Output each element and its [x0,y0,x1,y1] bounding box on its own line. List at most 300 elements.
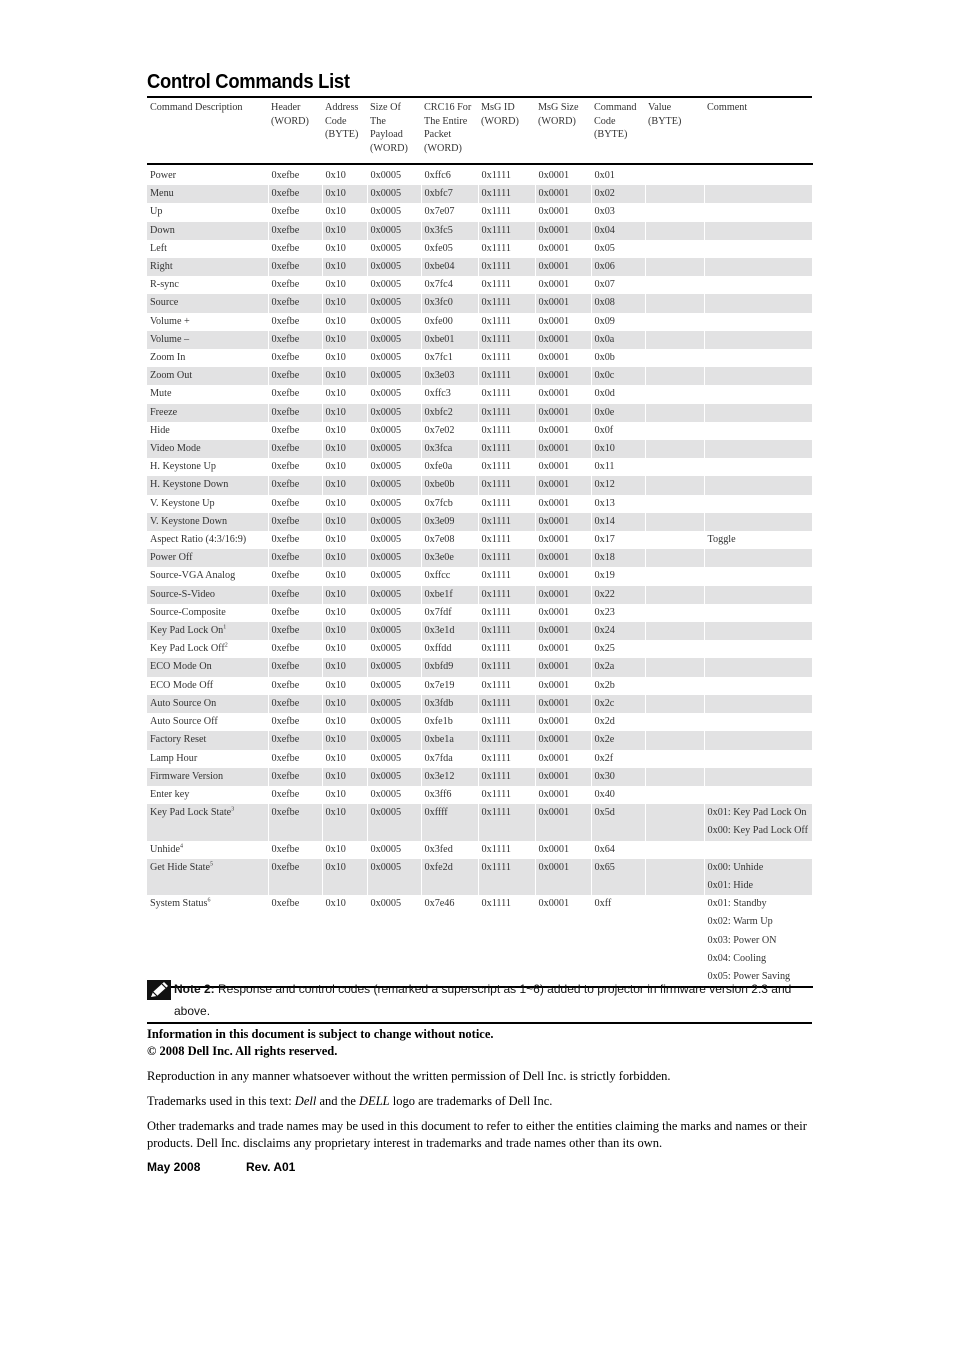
cell-crc [421,240,478,258]
cell-header [268,622,322,640]
cell-header-text: 0xefbe [271,497,300,509]
cell-msg-size-text: 0x0001 [538,588,570,600]
cell-address [322,713,367,731]
cell-comment [704,458,812,476]
table-row [147,331,812,349]
cell-value [645,531,704,549]
table-row [147,768,812,786]
cell-description-text: Key Pad Lock On [150,625,224,637]
cell-comment [704,203,812,221]
cell-msg-id-text: 0x1111 [481,224,511,236]
column-header-line: The Entire [424,115,468,127]
cell-empty [268,913,322,931]
cell-command-code [591,385,645,403]
cell-command-code [591,513,645,531]
cell-size [367,349,421,367]
cell-crc [421,731,478,749]
cell-command-code-text: 0x01 [594,170,615,181]
cell-empty [322,877,367,895]
cell-value [645,604,704,622]
cell-command-code [591,531,645,549]
note-text [174,978,812,1022]
cell-comment [704,786,812,804]
cell-comment [704,695,812,713]
cell-command-code-text: 0x07 [594,279,615,291]
cell-crc [421,804,478,822]
cell-msg-id-text: 0x1111 [481,552,511,564]
cell-address [322,695,367,713]
footnote-marker: 3 [231,806,235,813]
cell-size [367,513,421,531]
cell-msg-size [535,658,591,676]
cell-command-code [591,750,645,768]
cell-command-code [591,404,645,422]
cell-command-code-text: 0x65 [594,861,615,873]
cell-msg-id-text: 0x1111 [481,443,511,455]
cell-msg-id [478,786,535,804]
cell-msg-id [478,440,535,458]
cell-header-text: 0xefbe [271,279,300,291]
cell-msg-size-text: 0x0001 [538,534,570,546]
cell-msg-id [478,294,535,312]
cell-size-text: 0x0005 [370,170,402,181]
cell-crc [421,476,478,494]
cell-size [367,294,421,312]
cell-msg-size [535,549,591,567]
cell-value [645,895,704,913]
cell-msg-size [535,258,591,276]
cell-value [645,385,704,403]
cell-description-text: Source-S-Video [150,588,216,600]
cell-msg-size-text: 0x0001 [538,297,570,309]
cell-crc-text: 0x3e12 [424,770,455,782]
cell-header-text: 0xefbe [271,515,300,527]
cell-size-text: 0x0005 [370,388,402,400]
cell-command-code [591,859,645,877]
cell-empty [421,950,478,968]
cell-address [322,458,367,476]
cell-header [268,713,322,731]
cell-description-text: System Status [150,898,208,910]
cell-description [147,440,268,458]
cell-description-text: Firmware Version [150,770,224,782]
cell-crc-text: 0x3ff6 [424,788,452,800]
column-header [591,97,645,164]
cell-comment [704,713,812,731]
cell-header-text: 0xefbe [271,570,300,582]
cell-header-text: 0xefbe [271,588,300,600]
cell-crc-text: 0xbe01 [424,333,455,345]
column-header-line: (WORD) [481,115,519,127]
cell-comment [704,367,812,385]
cell-size-text: 0x0005 [370,224,402,236]
cell-size-text: 0x0005 [370,497,402,509]
cell-command-code [591,640,645,658]
cell-msg-id [478,240,535,258]
cell-size-text: 0x0005 [370,643,402,655]
table-row [147,404,812,422]
cell-value [645,750,704,768]
cell-description [147,276,268,294]
cell-header [268,495,322,513]
cell-msg-size-text: 0x0001 [538,388,570,400]
cell-header-text: 0xefbe [271,388,300,400]
cell-msg-id-text: 0x1111 [481,388,511,400]
cell-address [322,476,367,494]
cell-msg-size [535,222,591,240]
cell-address-text: 0x10 [325,643,346,655]
cell-msg-size-text: 0x0001 [538,224,570,236]
cell-value [645,640,704,658]
cell-description-text: Zoom In [150,352,186,364]
cell-msg-size [535,185,591,203]
cell-size [367,164,421,185]
table-row [147,240,812,258]
cell-header [268,567,322,585]
cell-comment [704,495,812,513]
tm-mid: and the [316,1094,360,1108]
cell-msg-size-text: 0x0001 [538,242,570,254]
cell-value [645,549,704,567]
cell-address-text: 0x10 [325,370,346,382]
cell-empty [645,822,704,840]
table-row-continuation [147,877,812,895]
cell-header-text: 0xefbe [271,534,300,546]
cell-msg-size-text: 0x0001 [538,352,570,364]
cell-header [268,294,322,312]
table-row [147,185,812,203]
cell-comment [704,258,812,276]
cell-header-text: 0xefbe [271,352,300,364]
cell-crc-text: 0xbfc2 [424,406,453,418]
cell-crc [421,385,478,403]
cell-msg-size [535,476,591,494]
cell-comment [704,404,812,422]
cell-size-text: 0x0005 [370,515,402,527]
cell-description [147,586,268,604]
cell-empty [421,932,478,950]
cell-size-text: 0x0005 [370,625,402,637]
cell-description [147,640,268,658]
cell-comment [704,294,812,312]
column-header-line: Comment [707,102,748,113]
cell-command-code-text: 0x0d [594,388,615,400]
cell-crc-text: 0xbe1a [424,734,454,746]
cell-size-text: 0x0005 [370,588,402,600]
cell-empty [147,913,268,931]
cell-msg-size-text: 0x0001 [538,625,570,637]
cell-size [367,658,421,676]
cell-command-code-text: 0x09 [594,315,615,327]
cell-size-text: 0x0005 [370,861,402,873]
table-row [147,495,812,513]
cell-msg-id-text: 0x1111 [481,734,511,746]
cell-msg-size [535,731,591,749]
cell-value [645,513,704,531]
cell-description [147,404,268,422]
cell-command-code-text: 0x22 [594,588,615,600]
table-row [147,695,812,713]
cell-command-code [591,476,645,494]
table-row [147,895,812,913]
cell-msg-id [478,367,535,385]
table-row [147,567,812,585]
cell-description-text: Key Pad Lock State [150,807,232,819]
table-row-continuation [147,822,812,840]
trademarks-paragraph [147,1093,847,1110]
cell-address [322,841,367,859]
cell-msg-id [478,495,535,513]
pencil-note-icon [147,980,171,1000]
cell-comment [704,185,812,203]
cell-address-text: 0x10 [325,788,346,800]
cell-header-text: 0xefbe [271,224,300,236]
cell-address [322,495,367,513]
cell-command-code [591,786,645,804]
cell-msg-id [478,458,535,476]
cell-value [645,203,704,221]
cell-description [147,804,268,822]
cell-msg-size [535,458,591,476]
cell-comment [704,877,812,895]
cell-msg-id-text: 0x1111 [481,261,511,273]
cell-description [147,859,268,877]
cell-msg-id [478,276,535,294]
cell-command-code-text: 0x0e [594,406,615,418]
cell-description [147,240,268,258]
table-row [147,586,812,604]
cell-empty [591,950,645,968]
cell-value [645,622,704,640]
cell-msg-id [478,258,535,276]
cell-size [367,567,421,585]
cell-command-code-text: 0x40 [594,788,615,800]
cell-description [147,164,268,185]
cell-address-text: 0x10 [325,752,346,764]
cell-address-text: 0x10 [325,679,346,691]
cell-size-text: 0x0005 [370,807,402,819]
cell-empty [367,913,421,931]
cell-empty [268,822,322,840]
column-header-line: (BYTE) [594,129,628,140]
cell-description-text: V. Keystone Down [150,515,228,527]
cell-msg-id [478,513,535,531]
cell-header-text: 0xefbe [271,242,300,254]
cell-msg-size-text: 0x0001 [538,315,570,327]
cell-msg-id [478,476,535,494]
cell-msg-size [535,786,591,804]
cell-address-text: 0x10 [325,242,346,254]
cell-msg-size-text: 0x0001 [538,443,570,455]
cell-description-text: Aspect Ratio (4:3/16:9) [150,534,247,546]
cell-size-text: 0x0005 [370,734,402,746]
cell-command-code-text: 0x14 [594,515,615,527]
cell-command-code-text: 0x06 [594,261,615,273]
cell-address-text: 0x10 [325,534,346,546]
cell-size [367,531,421,549]
column-header-line: Address [325,102,359,113]
cell-size [367,276,421,294]
cell-address [322,349,367,367]
cell-comment [704,677,812,695]
cell-description-text: Source-Composite [150,606,226,618]
cell-header-text: 0xefbe [271,443,300,455]
cell-size-text: 0x0005 [370,188,402,200]
cell-comment [704,750,812,768]
cell-command-code-text: 0x23 [594,606,615,618]
cell-header [268,695,322,713]
cell-crc-text: 0x7fdf [424,606,452,618]
cell-address [322,549,367,567]
cell-header-text: 0xefbe [271,679,300,691]
cell-address-text: 0x10 [325,424,346,436]
cell-address [322,294,367,312]
cell-header-text: 0xefbe [271,643,300,655]
cell-command-code [591,549,645,567]
cell-comment [704,422,812,440]
cell-header [268,804,322,822]
column-header-line: (WORD) [271,115,309,127]
cell-size [367,222,421,240]
cell-header-text: 0xefbe [271,370,300,382]
cell-crc-text: 0xbfd9 [424,661,454,673]
cell-value [645,276,704,294]
commands-table-container [147,96,812,988]
cell-header-text: 0xefbe [271,661,300,673]
cell-crc-text: 0x3fed [424,843,453,855]
cell-description-text: Up [150,206,163,218]
cell-command-code [591,185,645,203]
cell-msg-id [478,404,535,422]
cell-description [147,294,268,312]
cell-msg-id-text: 0x1111 [481,352,511,364]
table-row [147,677,812,695]
cell-description [147,731,268,749]
column-header-line: (BYTE) [648,115,682,127]
cell-comment [704,476,812,494]
cell-comment [704,731,812,749]
cell-crc [421,313,478,331]
cell-command-code-text: 0x2a [594,661,615,673]
cell-msg-size-text: 0x0001 [538,734,570,746]
table-row-continuation [147,932,812,950]
cell-value [645,731,704,749]
cell-value [645,677,704,695]
column-header [535,97,591,164]
cell-crc [421,258,478,276]
cell-size-text: 0x0005 [370,661,402,673]
cell-msg-size-text: 0x0001 [538,643,570,655]
cell-empty [322,913,367,931]
cell-empty [268,877,322,895]
cell-address-text: 0x10 [325,170,346,181]
footer-revision: Rev. A01 [246,1160,296,1174]
cell-description-text: Auto Source Off [150,716,218,728]
column-header-line: Command Description [150,102,243,113]
cell-crc [421,786,478,804]
cell-description-text: Unhide [150,843,180,855]
cell-msg-id-text: 0x1111 [481,661,511,673]
cell-value [645,422,704,440]
cell-command-code [591,331,645,349]
cell-address [322,586,367,604]
cell-description [147,695,268,713]
column-header-line: MsG ID [481,102,515,113]
cell-msg-id-text: 0x1111 [481,770,511,782]
cell-msg-id-text: 0x1111 [481,807,511,819]
cell-header [268,313,322,331]
cell-crc-text: 0xfe1b [424,716,453,728]
cell-msg-id [478,859,535,877]
cell-comment [704,859,812,877]
table-row [147,750,812,768]
cell-crc-text: 0x3e0e [424,552,454,564]
cell-size-text: 0x0005 [370,716,402,728]
cell-msg-id [478,385,535,403]
cell-command-code-text: 0x30 [594,770,615,782]
cell-address [322,531,367,549]
cell-description [147,622,268,640]
cell-comment [704,276,812,294]
cell-empty [645,932,704,950]
cell-address-text: 0x10 [325,807,346,819]
cell-command-code-text: 0x2c [594,697,615,709]
cell-size [367,695,421,713]
cell-comment [704,385,812,403]
cell-address-text: 0x10 [325,898,346,910]
cell-address-text: 0x10 [325,406,346,418]
cell-empty [478,932,535,950]
cell-msg-id-text: 0x1111 [481,406,511,418]
footer [147,1160,296,1174]
tm-logo: DELL [359,1094,390,1108]
table-row [147,203,812,221]
cell-size-text: 0x0005 [370,279,402,291]
cell-msg-id-text: 0x1111 [481,643,511,655]
cell-msg-id-text: 0x1111 [481,461,511,473]
cell-msg-id [478,768,535,786]
cell-msg-size-text: 0x0001 [538,497,570,509]
cell-size [367,750,421,768]
cell-command-code [591,495,645,513]
table-row [147,349,812,367]
cell-command-code [591,567,645,585]
cell-command-code-text: 0x04 [594,224,615,236]
cell-empty [591,877,645,895]
column-header-line: (BYTE) [325,129,359,140]
cell-crc-text: 0xffff [424,807,448,819]
cell-command-code [591,422,645,440]
cell-command-code-text: 0x19 [594,570,615,582]
cell-crc-text: 0x7fc1 [424,352,453,364]
cell-size-text: 0x0005 [370,479,402,491]
cell-msg-id-text: 0x1111 [481,679,511,691]
cell-description-text: Key Pad Lock Off [150,643,225,655]
page-title: Control Commands List [147,71,350,93]
cell-comment [704,932,812,950]
cell-address-text: 0x10 [325,261,346,273]
cell-comment-text: 0x01: Key Pad Lock On [707,807,807,819]
cell-address [322,258,367,276]
table-row [147,804,812,822]
cell-empty [591,822,645,840]
cell-header [268,586,322,604]
cell-comment [704,586,812,604]
cell-msg-id-text: 0x1111 [481,370,511,382]
cell-header-text: 0xefbe [271,479,300,491]
column-header-line: (WORD) [538,115,576,127]
cell-msg-id-text: 0x1111 [481,606,511,618]
